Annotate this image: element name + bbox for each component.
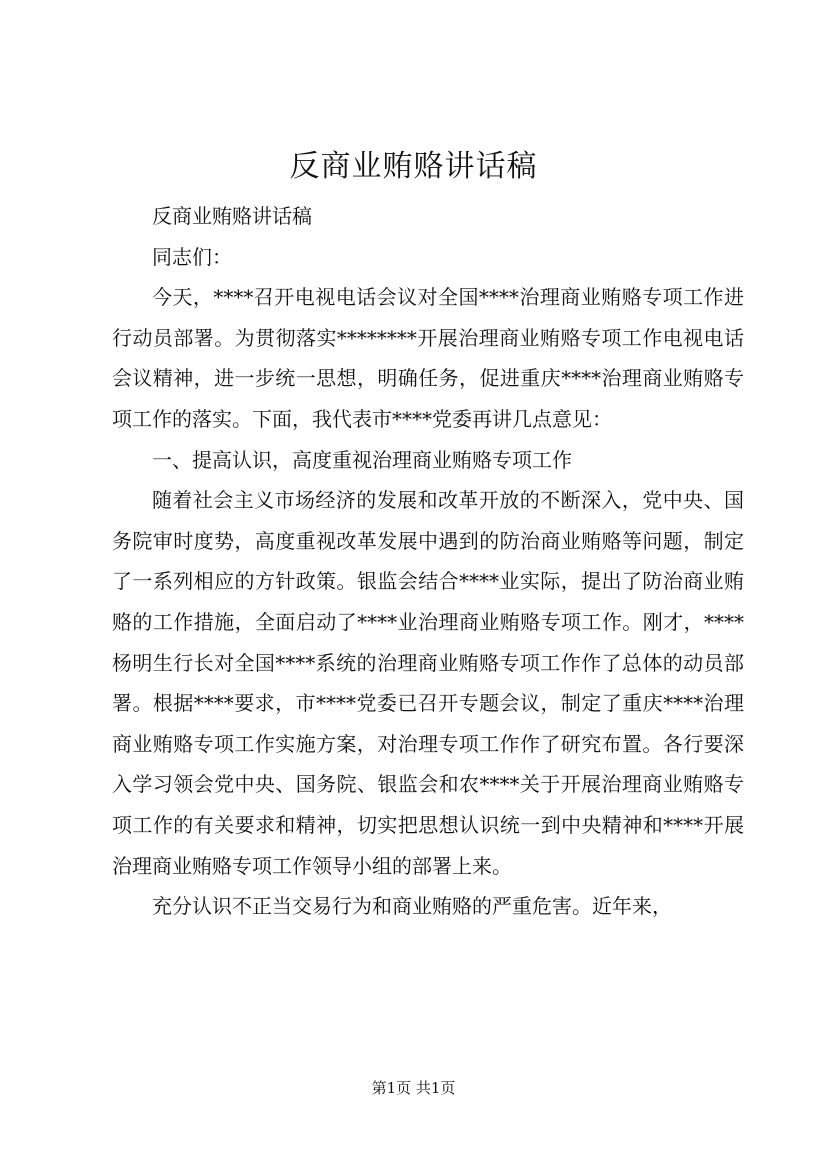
paragraph-body-1: 随着社会主义市场经济的发展和改革开放的不断深入，党中央、国务院审时度势，高度重视改革发展中遇到的防治商业贿赂等问题，制定了一系列相应的方针政策。银监会结合****业实际，提出了防治商业贿赂的工作措施，全面启动了****业治理商业贿赂专项工作。刚才，****杨明生行长对全国****系统的治理商业贿赂专项工作作了总体的动员部署。根据****要求，市****党委已召开专题会议，制定了重庆****治理商业贿赂专项工作实施方案，对治理专项工作作了研究布置。各行要深入学习领会党中央、国务院、银监会和农****关于开展治理商业贿赂专项工作的有关要求和精神，切实把思想认识统一到中央精神和****开展治理商业贿赂专项工作领导小组的部署上来。 xyxy=(112,488,744,878)
paragraph-salutation: 同志们： xyxy=(152,244,232,269)
paragraph-body-2: 充分认识不正当交易行为和商业贿赂的严重危害。近年来， xyxy=(152,894,672,919)
page-footer: 第1页 共1页 xyxy=(371,1079,456,1097)
document-title: 反商业贿赂讲话稿 xyxy=(289,149,538,184)
paragraph-intro: 今天，****召开电视电话会议对全国****治理商业贿赂专项工作进行动员部署。为贯彻落实********开展治理商业贿赂专项工作电视电话会议精神，进一步统一思想，明确任务，促进重庆****治理商业贿赂专项工作的落实。下面，我代表市****党委再讲几点意见： xyxy=(112,285,744,431)
paragraph-heading-1: 一、提高认识，高度重视治理商业贿赂专项工作 xyxy=(152,447,572,472)
paragraph-subtitle: 反商业贿赂讲话稿 xyxy=(152,204,312,228)
document-body xyxy=(112,196,744,927)
